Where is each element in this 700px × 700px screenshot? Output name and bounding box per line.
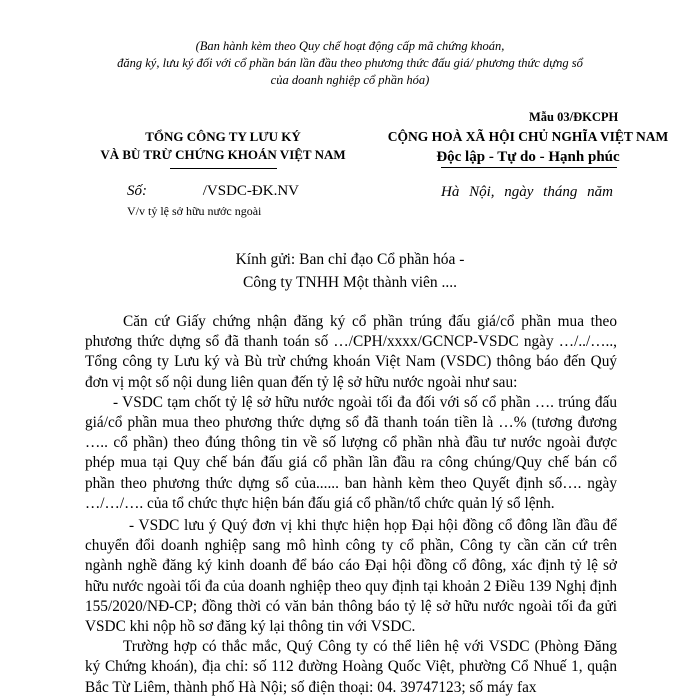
recipient-block: [0, 248, 700, 294]
organization-line: VÀ BÙ TRỪ CHỨNG KHOÁN VIỆT NAM: [100, 147, 346, 162]
form-code: Mẫu 03/ĐKCPH: [529, 110, 619, 124]
recipient-line: Kính gửi: Ban chỉ đạo Cổ phần hóa -: [235, 251, 465, 268]
body-paragraph: - VSDC lưu ý Quý đơn vị khi thực hiện họp Đại hội đồng cổ đông lần đầu để chuyển đổi doanh nghiệp sang mô hình công ty cổ phần, Công ty cần căn cứ trên ngành nghề đăng ký kinh doanh để báo cáo Đại hội đồng cổ đông, xác định tỷ lệ sở hữu nước ngoài tối đa của doanh nghiệp theo quy định tại khoản 2 Điều 139 Nghị định 155/2020/NĐ-CP; đồng thời có văn bản thông báo tỷ lệ sở hữu nước ngoài tối đa gửi VSDC khi nộp hồ sơ đăng ký lại thông tin với VSDC.: [85, 517, 617, 636]
subject-line: V/v tỷ lệ sở hữu nước ngoài: [127, 204, 262, 218]
regulation-note-line: của doanh nghiệp cổ phần hóa): [270, 73, 430, 87]
regulation-note: [0, 38, 700, 89]
organization-underline: [170, 168, 277, 169]
national-motto: Độc lập - Tự do - Hạnh phúc: [436, 149, 620, 165]
document-number-label: Số:: [127, 183, 147, 199]
country-name: CỘNG HOÀ XÃ HỘI CHỦ NGHĨA VIỆT NAM: [387, 129, 669, 144]
letter-body: [85, 312, 617, 698]
national-motto-underline: [441, 167, 617, 168]
organization-line: TỔNG CÔNG TY LƯU KÝ: [145, 129, 301, 144]
regulation-note-line: đăng ký, lưu ký đối với cổ phần bán lần đầu theo phương thức đấu giá/ phương thức dựng sổ: [117, 56, 583, 70]
document-number: [127, 183, 299, 200]
place-date-line: Hà Nội, ngày tháng năm: [441, 184, 613, 200]
national-header: [378, 126, 678, 168]
body-paragraph: - VSDC tạm chốt tỷ lệ sở hữu nước ngoài tối đa đối với số cổ phần …. trúng đấu giá/cổ phần mua theo phương thức dựng sổ đã thanh toán tiền là …% (tương đương ….. cổ phần) theo đúng thông tin về số lượng cổ phần nhà đầu tư nước ngoài được phép mua tại Quy chế bán đấu giá cổ phần lần đầu ra công chúng/Quy chế bán cổ phần theo phương thức dựng sổ của...... ban hành kèm theo Quyết định số…. ngày …/…/…. của tổ chức thực hiện bán đấu giá cổ phần/tổ chức quản lý sổ lệnh.: [85, 393, 617, 512]
recipient-line: Công ty TNHH Một thành viên ....: [242, 274, 458, 291]
issuing-organization: [73, 128, 373, 164]
body-paragraph: Căn cứ Giấy chứng nhận đăng ký cổ phần trúng đấu giá/cổ phần mua theo phương thức dựng sổ đã thanh toán số …/CPH/xxxx/GCNCP-VSDC ngày …/../….., Tổng công ty Lưu ký và Bù trừ chứng khoán Việt Nam (VSDC) thông báo đến Quý đơn vị một số nội dung liên quan đến tỷ lệ sở hữu nước ngoài như sau:: [85, 313, 617, 391]
body-paragraph: Trường hợp có thắc mắc, Quý Công ty có thể liên hệ với VSDC (Phòng Đăng ký Chứng khoán), địa chỉ: số 112 đường Hoàng Quốc Việt, phường Cổ Nhuế 1, quận Bắc Từ Liêm, thành phố Hà Nội; số điện thoại: 04. 39747123; số máy fax: [85, 638, 617, 696]
regulation-note-line: (Ban hành kèm theo Quy chế hoạt động cấp mã chứng khoán,: [195, 39, 505, 53]
document-number-value: /VSDC-ĐK.NV: [202, 183, 300, 199]
